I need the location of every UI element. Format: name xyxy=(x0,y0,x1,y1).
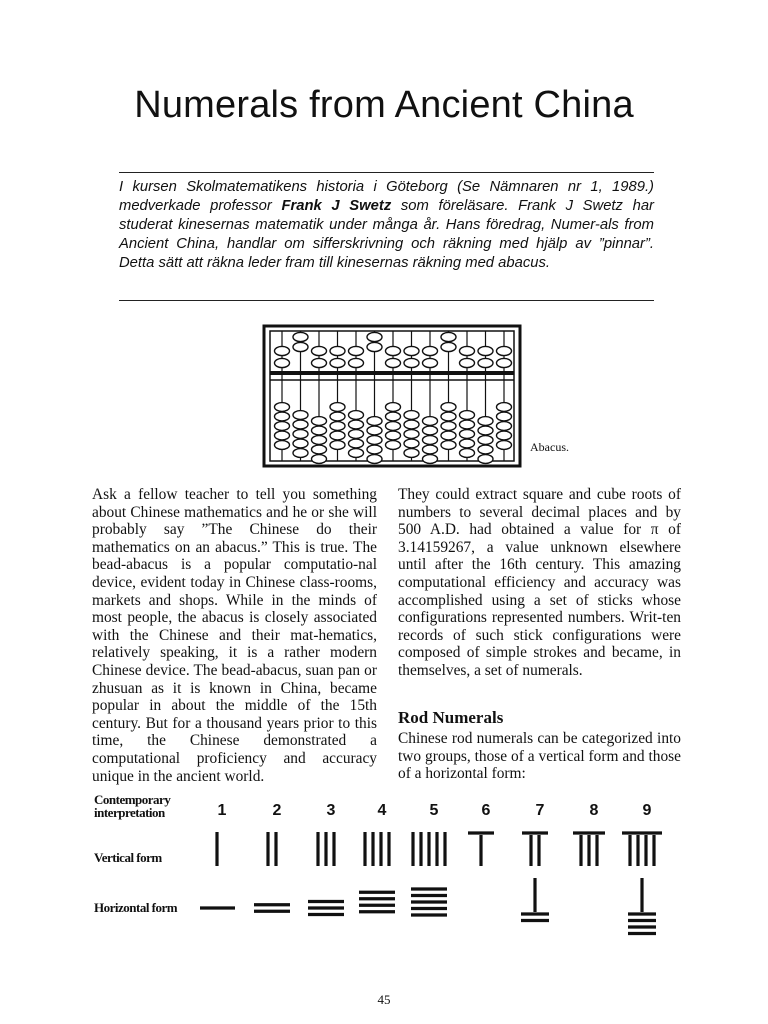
abacus-bead xyxy=(441,332,456,341)
digit-8: 8 xyxy=(589,802,599,819)
intro-text-start: I kursen Skolmatematikens historia i Göteborg (Se Nämnaren nr 1, 1989.) medverkade professor xyxy=(119,179,654,214)
abacus-bead xyxy=(312,436,327,445)
digit-7: 7 xyxy=(535,802,545,819)
abacus-illustration xyxy=(262,323,524,471)
abacus-bead xyxy=(423,445,438,454)
abacus-bead xyxy=(386,431,401,440)
digit-9: 9 xyxy=(642,802,652,819)
abacus-bead xyxy=(349,346,364,355)
abacus-bead xyxy=(423,436,438,445)
abacus-bead xyxy=(330,431,345,440)
abacus-bead xyxy=(386,441,401,450)
abacus-bead xyxy=(312,426,327,435)
abacus-bead xyxy=(497,441,512,450)
digit-5: 5 xyxy=(429,802,439,819)
abacus-bead xyxy=(275,358,290,367)
abacus-bead xyxy=(404,449,419,458)
abacus-bead xyxy=(386,358,401,367)
abacus-bead xyxy=(460,358,475,367)
abacus-bead xyxy=(441,441,456,450)
abacus-bead xyxy=(367,436,382,445)
abacus-bead xyxy=(404,420,419,429)
digit-3: 3 xyxy=(326,802,336,819)
abacus-bead xyxy=(367,455,382,464)
abacus-bead xyxy=(293,439,308,448)
digit-1: 1 xyxy=(217,802,227,819)
abacus-bead xyxy=(312,445,327,454)
abacus-bead xyxy=(404,346,419,355)
body-right-column: They could extract square and cube roots of numbers to several decimal places and by 500 A.D. had obtained a value for π of 3.14159267, a value unknown elsewhere until after the 16th century. This amazing computational efficiency and accuracy was accomplished using a set of sticks whose configurations represented numbers. Writ-ten records of such stick configurations were composed of simple strokes and became, in themselves, a set of numerals. xyxy=(398,486,681,679)
abacus-bead xyxy=(441,422,456,431)
abacus-bead xyxy=(275,346,290,355)
abacus-bead xyxy=(386,403,401,412)
abacus-bead xyxy=(349,439,364,448)
abacus-bead xyxy=(478,426,493,435)
abacus-bead xyxy=(404,411,419,420)
abacus-bead xyxy=(497,346,512,355)
abacus-bead xyxy=(441,403,456,412)
abacus-bead xyxy=(478,417,493,426)
abacus-bead xyxy=(460,449,475,458)
abacus-bead xyxy=(423,417,438,426)
abacus-bead xyxy=(423,455,438,464)
abacus-bead xyxy=(349,420,364,429)
abacus-bead xyxy=(349,411,364,420)
abacus-bead xyxy=(330,346,345,355)
digit-6: 6 xyxy=(481,802,491,819)
abacus-bead xyxy=(478,455,493,464)
abacus-bead xyxy=(367,426,382,435)
abacus-bead xyxy=(293,332,308,341)
abacus-bead xyxy=(275,431,290,440)
row-label-horizontal: Horizontal form xyxy=(94,900,178,915)
intro-author-name: Frank J Swetz xyxy=(281,198,392,214)
abacus-bead xyxy=(497,431,512,440)
body-left-column: Ask a fellow teacher to tell you something about Chinese mathematics and he or she will probably say ”The Chinese do their mathematics on an abacus.” This is true. The bead-abacus is a popular computatio-nal device, evident today in Chinese class-rooms, markets and shops. While in the minds of most people, the abacus is closely associated with the Chinese and their mat-hematics, relatively speaking, it is a rather modern Chinese device. The bead-abacus, suan pan or zhusuan as it is known in China, became popular in about the middle of the 15th century. But for a thousand years prior to this time, the Chinese demonstrated a computational proficiency and accuracy unique in the ancient world. xyxy=(92,486,377,785)
abacus-bead xyxy=(423,358,438,367)
abacus-bead xyxy=(312,358,327,367)
vertical-form-rods xyxy=(217,832,662,866)
abacus-bead xyxy=(460,439,475,448)
abacus-bead xyxy=(386,346,401,355)
abacus-bead xyxy=(275,422,290,431)
abacus-bead xyxy=(293,342,308,351)
abacus-bead xyxy=(349,449,364,458)
abacus-bead xyxy=(386,422,401,431)
abacus-bead xyxy=(330,412,345,421)
row-label-vertical: Vertical form xyxy=(94,850,162,865)
abacus-bead xyxy=(497,412,512,421)
abacus-bead xyxy=(367,332,382,341)
abacus-bead xyxy=(386,412,401,421)
abacus-bead xyxy=(441,342,456,351)
abacus-bead xyxy=(460,420,475,429)
abacus-bead xyxy=(441,431,456,440)
intro-bottom-rule xyxy=(119,300,654,301)
abacus-bead xyxy=(478,346,493,355)
abacus-bead xyxy=(330,422,345,431)
page-number: 45 xyxy=(377,992,391,1007)
abacus-bead xyxy=(404,439,419,448)
abacus-bead xyxy=(275,441,290,450)
abacus-bead xyxy=(497,422,512,431)
abacus-bead xyxy=(275,412,290,421)
abacus-bead xyxy=(497,358,512,367)
abacus-bead xyxy=(367,417,382,426)
abacus-bead xyxy=(460,411,475,420)
abacus-bead xyxy=(478,436,493,445)
intro-paragraph xyxy=(119,178,654,273)
abacus-bead xyxy=(441,412,456,421)
abacus-caption: Abacus. xyxy=(530,440,569,454)
abacus-bead xyxy=(367,342,382,351)
abacus-bead xyxy=(404,430,419,439)
abacus-bead xyxy=(293,420,308,429)
abacus-bead xyxy=(293,449,308,458)
abacus-bead xyxy=(312,346,327,355)
abacus-bead xyxy=(497,403,512,412)
abacus-bead xyxy=(367,445,382,454)
digit-2: 2 xyxy=(272,802,282,819)
abacus-bead xyxy=(460,430,475,439)
abacus-bead xyxy=(423,346,438,355)
abacus-bead xyxy=(349,430,364,439)
abacus-bead xyxy=(293,411,308,420)
rod-numerals-text: Chinese rod numerals can be categorized into two groups, those of a vertical form and those of a horizontal form: xyxy=(398,730,681,783)
intro-top-rule xyxy=(119,172,654,173)
rod-numerals-heading: Rod Numerals xyxy=(398,708,504,727)
abacus-bead xyxy=(349,358,364,367)
abacus-bead xyxy=(478,445,493,454)
abacus-bead xyxy=(330,403,345,412)
abacus-bead xyxy=(423,426,438,435)
horizontal-form-rods xyxy=(200,878,656,934)
abacus-bead xyxy=(312,417,327,426)
rod-numeral-strokes xyxy=(200,820,690,950)
abacus-bead xyxy=(275,403,290,412)
abacus-bead xyxy=(330,441,345,450)
abacus-bead xyxy=(293,430,308,439)
intro-text-end: som föreläsare. Frank J Swetz har studerat kinesernas matematik under många år. Hans föredrag, Numer-als from Ancient China, handlar om sifferskrivning och räkning med hjälp av ”pinnar”. Detta sätt att räkna leder fram till kinesernas räkning med abacus. xyxy=(119,198,654,271)
digit-4: 4 xyxy=(377,802,387,819)
abacus-bead xyxy=(330,358,345,367)
abacus-bead xyxy=(478,358,493,367)
row-label-contemporary: Contemporary interpretation xyxy=(94,792,171,820)
abacus-bead xyxy=(460,346,475,355)
page-title: Numerals from Ancient China xyxy=(134,84,634,126)
abacus-bead xyxy=(312,455,327,464)
abacus-bead xyxy=(404,358,419,367)
